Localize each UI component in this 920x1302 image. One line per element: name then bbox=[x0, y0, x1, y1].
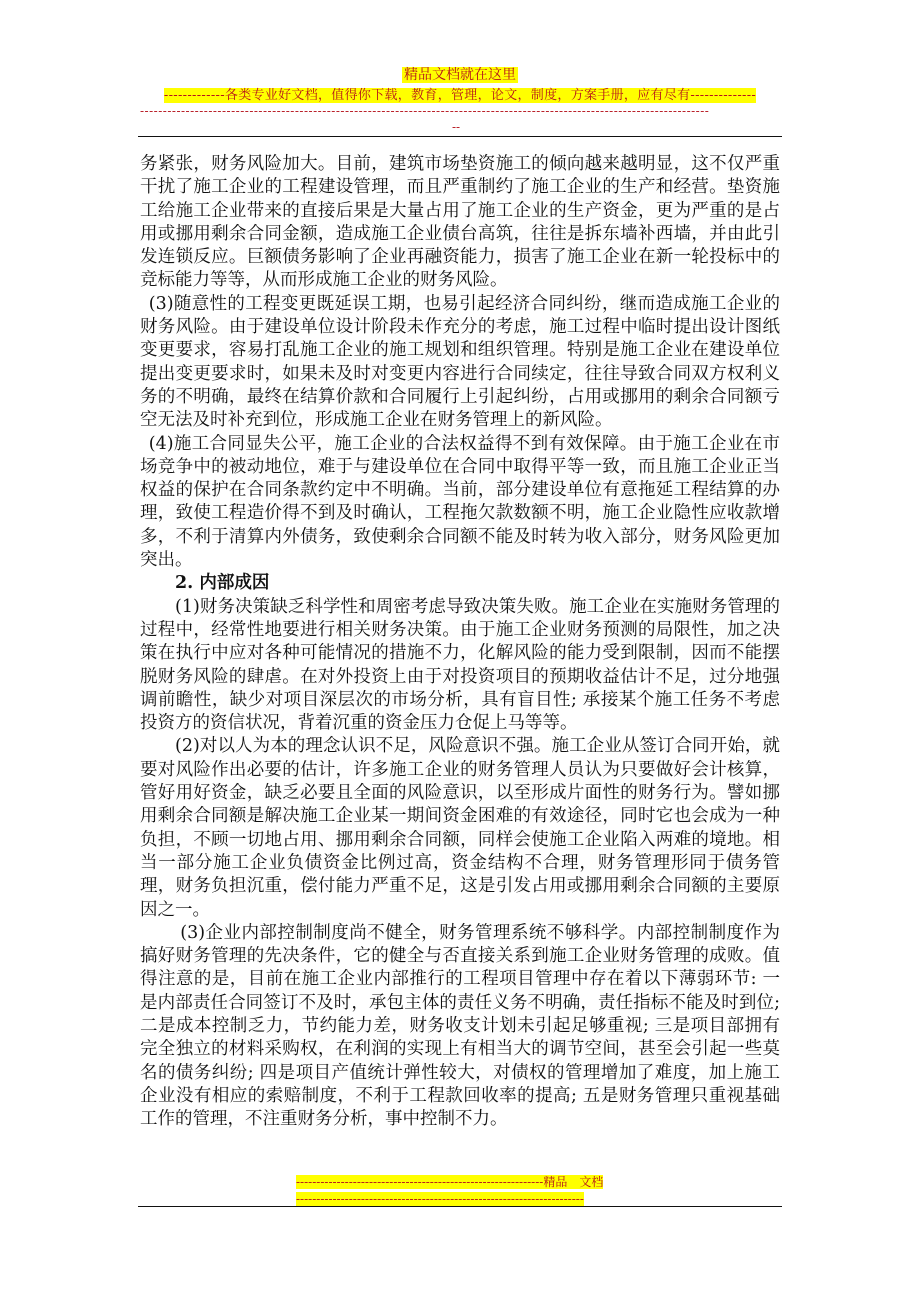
paragraph-internal-2: (2)对以人为本的理念认识不足，风险意识不强。施工企业从签订合同开始，就要对风险作出必要的估计，许多施工企业的财务管理人员认为只要做好会计核算，管好用好资金，缺乏必要且全面的风险意识，以至形成片面性的财务行为。譬如挪用剩余合同额是解决施工企业某一期间资金困难的有效途径，同时它也会成为一种负担，不顾一切地占用、挪用剩余合同额，同样会使施工企业陷入两难的境地。相当一部分施工企业负债资金比例过高，资金结构不合理，财务管理形同于债务管理，财务负担沉重，偿付能力严重不足，这是引发占用或挪用剩余合同额的主要原因之一。 bbox=[140, 736, 780, 920]
header-tagline-text: -------------各类专业好文档，值得你下载，教育，管理，论文，制度，方案手册，应有尽有-------------- bbox=[163, 88, 757, 103]
header-title bbox=[0, 64, 920, 84]
section-heading: 2. 内部成因 bbox=[175, 573, 270, 594]
footer-line-2 bbox=[296, 1188, 628, 1207]
paragraph-internal-3: (3)企业内部控制制度尚不健全，财务管理系统不够科学。内部控制制度作为搞好财务管理的先决条件，它的健全与否直接关系到施工企业财务管理的成败。值得注意的是，目前在施工企业内部推行的工程项目管理中存在着以下薄弱环节: 一是内部责任合同签订不及时，承包主体的责任义务不明确，责任指标不能及时到位; 二是成本控制乏力，节约能力差，财务收支计划未引起足够重视; 三是项目部拥有完全独立的材料采购权，在利润的实现上有相当大的调节空间，甚至会引起一些莫名的债务纠纷; 四是项目产值统计弹性较大，对债权的管理增加了难度，加上施工企业没有相应的索赔制度，不利于工程款回收率的提高; 五是财务管理只重视基础工作的管理，不注重财务分析，事中控制不力。 bbox=[140, 922, 780, 1130]
header-dash-tail: -- bbox=[452, 120, 461, 134]
paragraph-continued: 务紧张，财务风险加大。目前，建筑市场垫资施工的倾向越来越明显，这不仅严重干扰了施工企业的工程建设管理，而且严重制约了施工企业的生产和经营。垫资施工给施工企业带来的直接后果是大量占用了施工企业的生产资金，更为严重的是占用或挪用剩余合同金额，造成施工企业债台高筑，往往是拆东墙补西墙，并由此引发连锁反应。巨额债务影响了企业再融资能力，损害了施工企业在新一轮投标中的竞标能力等等，从而形成施工企业的财务风险。 bbox=[140, 154, 780, 291]
header-dash-line: ----------------------------------------------------------------------------------------------------------------------------- bbox=[140, 104, 710, 118]
footer-divider bbox=[138, 1206, 782, 1207]
header-divider bbox=[138, 136, 782, 137]
footer-line-1-text: -------------------------------------------------------------精品 文档 bbox=[296, 1175, 604, 1189]
paragraph-internal-1: (1)财务决策缺乏科学性和周密考虑导致决策失败。施工企业在实施财务管理的过程中，经常性地要进行相关财务决策。由于施工企业财务预测的局限性，加之决策在执行中应对各种可能情况的措施不力，化解风险的能力受到限制，因而不能摆脱财务风险的肆虐。在对外投资上由于对投资项目的预期收益估计不足，过分地强调前瞻性，缺少对项目深层次的市场分析，具有盲目性; 承接某个施工任务不考虑投资方的资信状况，背着沉重的资金压力仓促上马等等。 bbox=[140, 596, 780, 734]
header-tagline bbox=[0, 84, 920, 104]
paragraph-item-4: (4)施工合同显失公平，施工企业的合法权益得不到有效保障。由于施工企业在市场竞争中的被动地位，难于与建设单位在合同中取得平等一致，而且施工企业正当权益的保护在合同条款约定中不明确。当前，部分建设单位有意拖延工程结算的办理，致使工程造价得不到及时确认，工程拖欠款数额不明，施工企业隐性应收款增多，不利于清算内外债务，致使剩余合同额不能及时转为收入部分，财务风险更加突出。 bbox=[140, 433, 780, 571]
document-body bbox=[140, 153, 780, 1131]
header-title-text: 精品文档就在这里 bbox=[404, 67, 516, 83]
paragraph-item-3: (3)随意性的工程变更既延误工期，也易引起经济合同纠纷，继而造成施工企业的财务风险。由于建设单位设计阶段未作充分的考虑，施工过程中临时提出设计图纸变更要求，容易打乱施工企业的施工规划和组织管理。特别是施工企业在建设单位提出变更要求时，如果未及时对变更内容进行合同续定，往往导致合同双方权利义务的不明确，最终在结算价款和合同履行上引起纠纷，占用或挪用的剩余合同额亏空无法及时补充到位，形成施工企业在财务管理上的新风险。 bbox=[140, 293, 780, 431]
footer-line-2-text: ----------------------------------------------------------------------- bbox=[296, 1192, 584, 1206]
